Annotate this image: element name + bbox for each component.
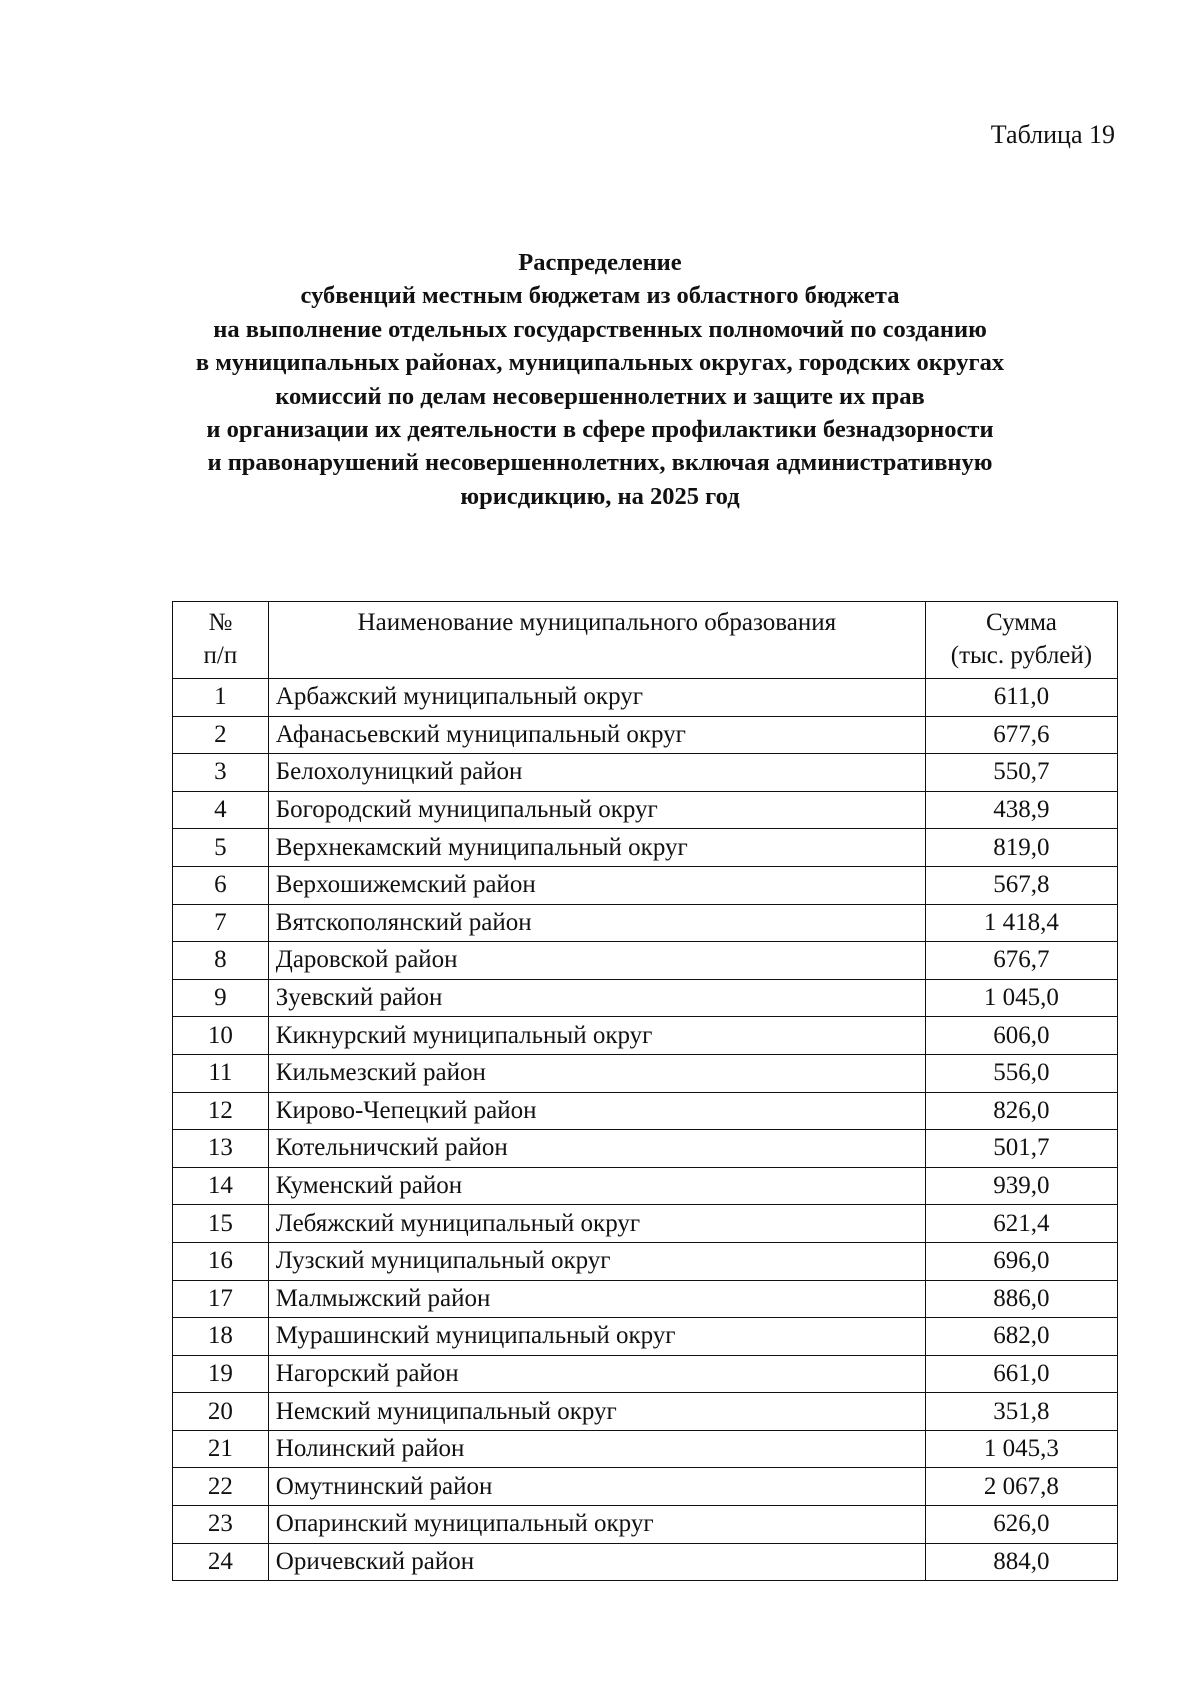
row-number: 7 [173, 904, 269, 942]
title-line: юрисдикцию, на 2025 год [460, 482, 740, 510]
row-sum: 621,4 [925, 1205, 1117, 1243]
table-row [173, 1318, 1118, 1356]
row-sum: 1 418,4 [925, 904, 1117, 942]
row-sum: 939,0 [925, 1167, 1117, 1205]
row-name: Котельничский район [268, 1130, 925, 1168]
header-sum-line1: Сумма [986, 609, 1057, 636]
row-name: Мурашинский муниципальный округ [268, 1318, 925, 1356]
row-sum: 884,0 [925, 1543, 1117, 1581]
row-sum: 351,8 [925, 1393, 1117, 1431]
row-name: Арбажский муниципальный округ [268, 679, 925, 717]
row-number: 20 [173, 1393, 269, 1431]
table-row [173, 1355, 1118, 1393]
row-number: 22 [173, 1468, 269, 1506]
table-row [173, 1543, 1118, 1581]
row-name: Верхнекамский муниципальный округ [268, 829, 925, 867]
row-sum: 501,7 [925, 1130, 1117, 1168]
table-row [173, 1393, 1118, 1431]
table-row [173, 1468, 1118, 1506]
row-number: 21 [173, 1430, 269, 1468]
row-sum: 826,0 [925, 1092, 1117, 1130]
row-name: Даровской район [268, 942, 925, 980]
row-name: Вятскополянский район [268, 904, 925, 942]
row-sum: 886,0 [925, 1280, 1117, 1318]
table-row [173, 1205, 1118, 1243]
header-sum [925, 602, 1117, 679]
row-name: Лузский муниципальный округ [268, 1242, 925, 1280]
row-name: Афанасьевский муниципальный округ [268, 716, 925, 754]
row-number: 6 [173, 866, 269, 904]
row-name: Кирово-Чепецкий район [268, 1092, 925, 1130]
row-name: Нолинский район [268, 1430, 925, 1468]
row-name: Куменский район [268, 1167, 925, 1205]
table-row [173, 1130, 1118, 1168]
row-sum: 1 045,0 [925, 979, 1117, 1017]
row-name: Малмыжский район [268, 1280, 925, 1318]
table-row [173, 1017, 1118, 1055]
title-line: Распределение [518, 249, 682, 276]
row-sum: 567,8 [925, 866, 1117, 904]
row-sum: 661,0 [925, 1355, 1117, 1393]
row-sum: 438,9 [925, 791, 1117, 829]
table-row [173, 1167, 1118, 1205]
row-sum: 682,0 [925, 1318, 1117, 1356]
row-number: 5 [173, 829, 269, 867]
row-number: 14 [173, 1167, 269, 1205]
table-row [173, 1092, 1118, 1130]
row-name: Опаринский муниципальный округ [268, 1506, 925, 1544]
row-sum: 2 067,8 [925, 1468, 1117, 1506]
table-row [173, 754, 1118, 792]
row-number: 24 [173, 1543, 269, 1581]
row-sum: 677,6 [925, 716, 1117, 754]
table-row [173, 904, 1118, 942]
row-number: 1 [173, 679, 269, 717]
row-number: 4 [173, 791, 269, 829]
table-label: Таблица 19 [990, 120, 1115, 149]
row-number: 10 [173, 1017, 269, 1055]
row-sum: 819,0 [925, 829, 1117, 867]
row-number: 16 [173, 1242, 269, 1280]
table-header-row [173, 602, 1118, 679]
row-name: Лебяжский муниципальный округ [268, 1205, 925, 1243]
row-name: Омутнинский район [268, 1468, 925, 1506]
row-name: Кильмезский район [268, 1054, 925, 1092]
row-name: Нагорский район [268, 1355, 925, 1393]
row-number: 23 [173, 1506, 269, 1544]
table-row [173, 866, 1118, 904]
row-name: Кикнурский муниципальный округ [268, 1017, 925, 1055]
row-sum: 1 045,3 [925, 1430, 1117, 1468]
row-number: 15 [173, 1205, 269, 1243]
row-number: 2 [173, 716, 269, 754]
header-number [173, 602, 269, 679]
table-row [173, 1054, 1118, 1092]
row-sum: 556,0 [925, 1054, 1117, 1092]
title-line: комиссий по делам несовершеннолетних и защите их прав [275, 382, 925, 410]
table-row [173, 1242, 1118, 1280]
row-number: 11 [173, 1054, 269, 1092]
row-sum: 676,7 [925, 942, 1117, 980]
row-number: 13 [173, 1130, 269, 1168]
title-line: на выполнение отдельных государственных полномочий по созданию [213, 315, 987, 343]
row-number: 18 [173, 1318, 269, 1356]
table-row [173, 829, 1118, 867]
row-name: Зуевский район [268, 979, 925, 1017]
header-number-line2: п/п [203, 642, 238, 669]
header-sum-line2: (тыс. рублей) [950, 642, 1093, 669]
header-number-line1: № [208, 609, 233, 636]
row-number: 9 [173, 979, 269, 1017]
table-row [173, 791, 1118, 829]
row-sum: 606,0 [925, 1017, 1117, 1055]
table-row [173, 716, 1118, 754]
table-row [173, 1506, 1118, 1544]
row-number: 3 [173, 754, 269, 792]
table-row [173, 942, 1118, 980]
row-number: 8 [173, 942, 269, 980]
title-line: и правонарушений несовершеннолетних, включая административную [207, 449, 993, 477]
row-number: 17 [173, 1280, 269, 1318]
header-name: Наименование муниципального образования [268, 602, 925, 679]
row-sum: 626,0 [925, 1506, 1117, 1544]
subvention-table [172, 601, 1118, 1581]
title-line: в муниципальных районах, муниципальных округах, городских округах [195, 349, 1005, 377]
row-name: Богородский муниципальный округ [268, 791, 925, 829]
row-name: Немский муниципальный округ [268, 1393, 925, 1431]
table-row [173, 679, 1118, 717]
title-line: и организации их деятельности в сфере профилактики безнадзорности [206, 416, 994, 444]
row-name: Оричевский район [268, 1543, 925, 1581]
table-row [173, 1430, 1118, 1468]
document-title [150, 246, 1050, 513]
table-row [173, 979, 1118, 1017]
row-name: Верхошижемский район [268, 866, 925, 904]
row-sum: 611,0 [925, 679, 1117, 717]
table-row [173, 1280, 1118, 1318]
row-sum: 550,7 [925, 754, 1117, 792]
row-number: 12 [173, 1092, 269, 1130]
row-number: 19 [173, 1355, 269, 1393]
row-sum: 696,0 [925, 1242, 1117, 1280]
table-body [173, 679, 1118, 1581]
title-line: субвенций местным бюджетам из областного бюджета [300, 282, 900, 310]
row-name: Белохолуницкий район [268, 754, 925, 792]
